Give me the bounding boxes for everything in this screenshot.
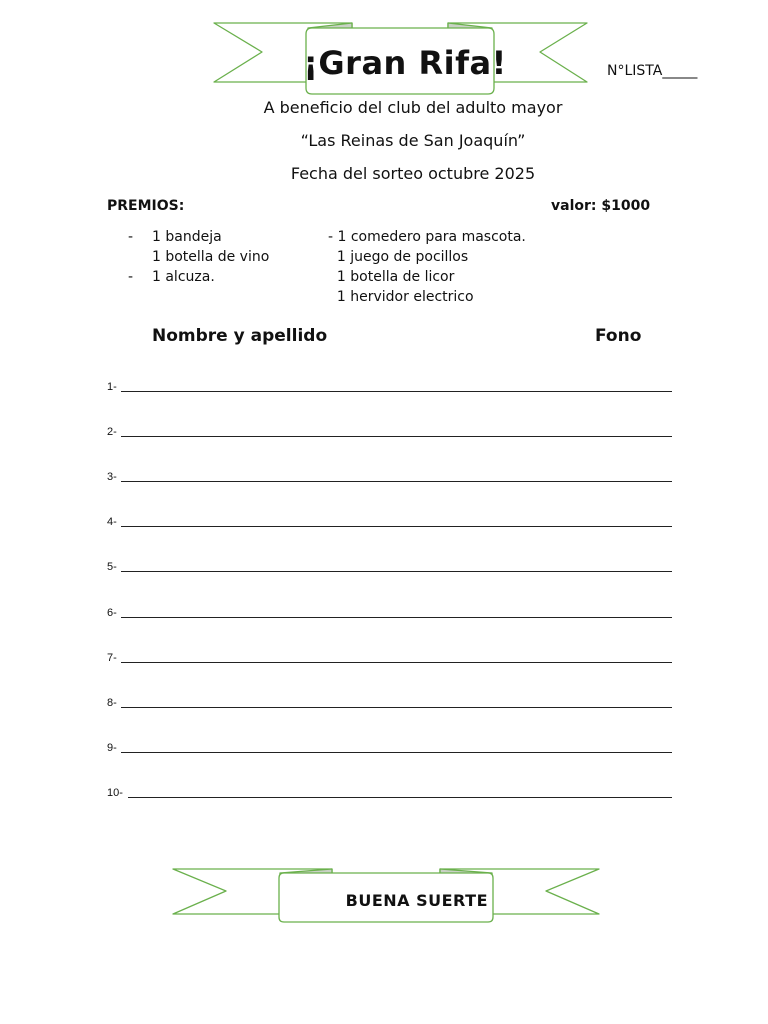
blank-underline[interactable]: [121, 662, 672, 663]
line-number: 4-: [107, 516, 117, 529]
signup-line[interactable]: [107, 467, 672, 483]
line-number: 9-: [107, 741, 117, 754]
line-number: 8-: [107, 696, 117, 709]
prize-item: 1 hervidor electrico: [328, 289, 474, 305]
signup-line[interactable]: [107, 557, 672, 573]
signup-line[interactable]: [107, 422, 672, 438]
prizes-heading: PREMIOS:: [107, 198, 185, 214]
blank-underline[interactable]: [121, 436, 672, 437]
signup-line[interactable]: [107, 738, 672, 754]
prize-item: 1 juego de pocillos: [328, 249, 469, 265]
blank-underline[interactable]: [121, 391, 672, 392]
prize-item: 1 alcuza.: [152, 269, 215, 285]
prize-item: - 1 comedero para mascota.: [328, 229, 526, 245]
blank-underline[interactable]: [121, 571, 672, 572]
blank-underline[interactable]: [128, 797, 672, 798]
list-number-label: N°LISTA_____: [607, 63, 698, 79]
blank-underline[interactable]: [121, 752, 672, 753]
prize-item: 1 botella de licor: [328, 269, 455, 285]
line-number: 1-: [107, 381, 117, 393]
blank-underline[interactable]: [121, 481, 672, 482]
beneficiary-line: A beneficio del club del adulto mayor: [263, 98, 563, 117]
ticket-price: valor: $1000: [551, 198, 651, 214]
signup-line[interactable]: [107, 603, 672, 619]
line-number: 3-: [107, 471, 117, 484]
draw-date-line: Fecha del sorteo octubre 2025: [290, 164, 536, 183]
prize-bullet: -: [128, 269, 134, 285]
signup-line[interactable]: [107, 693, 672, 709]
blank-underline[interactable]: [121, 526, 672, 527]
blank-underline[interactable]: [121, 617, 672, 618]
prize-item: 1 botella de vino: [152, 249, 270, 265]
line-number: 2-: [107, 426, 117, 439]
name-column-header: Nombre y apellido: [152, 326, 328, 346]
line-number: 7-: [107, 651, 117, 664]
phone-column-header: Fono: [595, 326, 642, 346]
raffle-title: ¡Gran Rifa!: [303, 44, 507, 82]
prize-item: 1 bandeja: [152, 229, 222, 245]
prize-bullet: -: [128, 229, 134, 245]
club-name-line: “Las Reinas de San Joaquín”: [300, 131, 526, 150]
blank-underline[interactable]: [121, 707, 672, 708]
signup-line[interactable]: [107, 648, 672, 664]
signup-line[interactable]: [107, 377, 672, 393]
signup-line[interactable]: [107, 783, 672, 799]
line-number: 10-: [107, 786, 123, 799]
signup-line[interactable]: [107, 512, 672, 528]
line-number: 6-: [107, 606, 117, 619]
line-number: 5-: [107, 561, 117, 574]
good-luck-message: BUENA SUERTE: [345, 891, 488, 910]
